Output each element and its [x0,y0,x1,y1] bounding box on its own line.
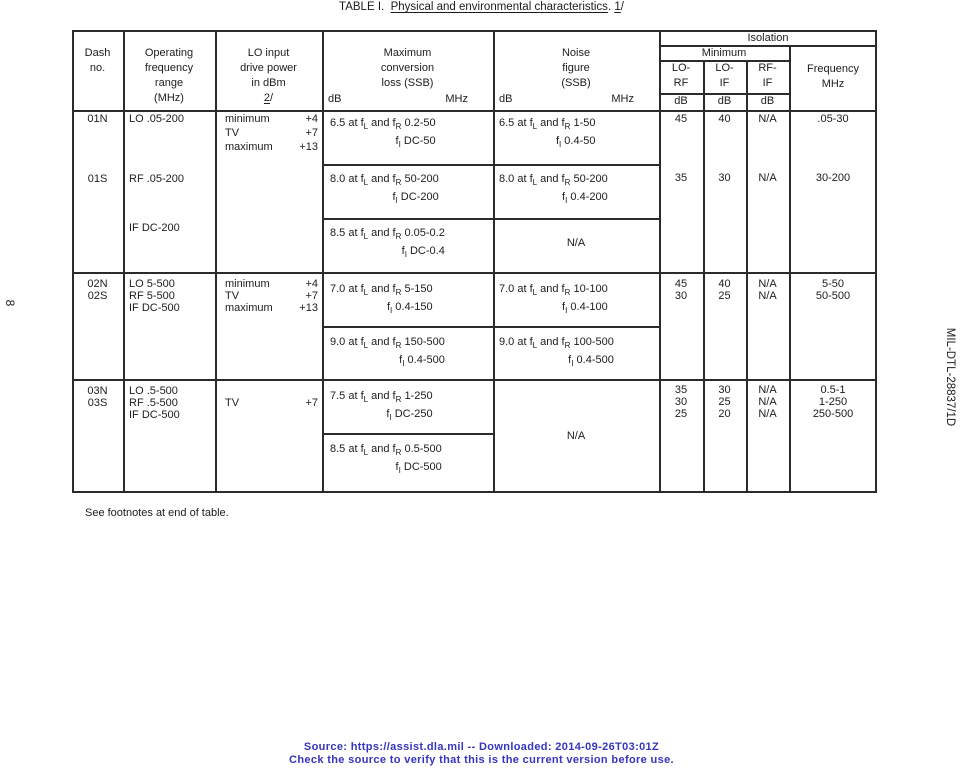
isolation-row: 25 20 N/A 250-500 [674,408,854,420]
header-lo-input: LO input drive power in dBm 2/ [215,46,322,106]
header-noise-units [493,92,659,107]
header-db-lo-if: dB [717,95,732,107]
header-lo-footnote: 2/ [263,92,274,104]
noise-figure-value: 6.5 at $f_L$ and $f_R$ 1-50 $f_I$ 0.4-50 [499,117,596,150]
title-prefix: TABLE I. [339,1,391,13]
unit-db: dB [499,93,513,105]
lo-drive-power: minimum +4 TV +7 maximum +13 [225,278,318,314]
conversion-loss-value: 9.0 at $f_L$ and $f_R$ 150-500 $f_I$ 0.4-500 [330,336,445,369]
isolation-row: 30 25 N/A 50-500 [674,290,851,302]
header-operating-frequency: Operating frequency range (MHz) [144,47,194,104]
header-lo-if: LO- IF [715,62,734,89]
isolation-row: 35 30 N/A 30-200 [674,172,851,184]
dash-no: 01S [87,173,108,185]
table-border-bottom [72,491,877,493]
page-number: 8 [3,299,17,307]
operating-range: LO 5-500 RF 5-500 IF DC-500 [129,278,180,314]
header-noise-figure: Noise figure (SSB) [561,47,591,89]
grid-line [322,218,659,220]
header-db-lo-rf: dB [674,95,688,107]
isolation-row: 45 40 N/A 5-50 [674,278,845,290]
dash-no: 03N 03S [87,385,108,409]
operating-range: RF .05-200 [129,173,185,185]
unit-mhz: MHz [611,93,634,105]
isolation-row: 30 25 N/A 1-250 [674,396,848,408]
lo-drive-power: TV +7 [225,397,318,409]
dash-no: 02N 02S [87,278,108,302]
grid-line [322,164,659,166]
unit-db: dB [328,93,342,105]
grid-line [322,326,659,328]
header-conversion-units [322,92,493,107]
header-isolation: Isolation [747,32,789,44]
conversion-loss-value: 8.5 at $f_L$ and $f_R$ 0.5-500 $f_I$ DC-500 [330,443,442,476]
conversion-loss-value: 6.5 at $f_L$ and $f_R$ 0.2-50 $f_I$ DC-50 [330,117,436,150]
operating-range: LO .5-500 RF .5-500 IF DC-500 [129,385,180,421]
source-line-1: Source: https://assist.dla.mil -- Downloaded: 2014-09-26T03:01Z [303,741,660,753]
header-minimum: Minimum [701,47,747,59]
operating-range: IF DC-200 [129,222,180,234]
noise-figure-value: 7.0 at $f_L$ and $f_R$ 10-100 $f_I$ 0.4-100 [499,283,608,316]
document-number: MIL-DTL-28837/1D [944,327,956,427]
header-dash-no: Dash no. [84,47,111,74]
table-border-left [72,30,74,493]
page-title [0,1,963,13]
header-db-rf-if: dB [760,95,775,107]
header-lo-rf: LO- RF [671,62,691,89]
isolation-row: 45 40 N/A .05-30 [674,113,849,125]
title-caption: Physical and environmental characteristics [390,1,608,13]
operating-range: LO .05-200 [129,113,185,125]
conversion-loss-value: 7.0 at $f_L$ and $f_R$ 5-150 $f_I$ 0.4-150 [330,283,433,316]
title-footnote-ref: 1 [614,1,621,13]
unit-mhz: MHz [445,93,468,105]
title-period: . [607,1,615,13]
conversion-loss-value: 8.5 at $f_L$ and $f_R$ 0.05-0.2 $f_I$ DC-0.4 [330,227,445,260]
noise-figure-na: N/A [566,237,586,249]
header-frequency: Frequency MHz [807,63,859,90]
isolation-row: 35 30 N/A 0.5-1 [674,384,846,396]
conversion-loss-value: 7.5 at $f_L$ and $f_R$ 1-250 $f_I$ DC-250 [330,390,433,423]
header-conversion-loss: Maximum conversion loss (SSB) [380,47,435,89]
characteristics-table [72,30,877,493]
noise-figure-value: 9.0 at $f_L$ and $f_R$ 100-500 $f_I$ 0.4-500 [499,336,614,369]
title-slash: / [620,1,624,13]
header-bottom-line [72,110,877,112]
lo-drive-power: minimum +4 TV +7 maximum +13 [225,113,318,153]
grid-line [322,433,493,435]
footnote-text: See footnotes at end of table. [85,507,229,519]
header-rf-if: RF- IF [758,62,777,89]
noise-figure-value: 8.0 at $f_L$ and $f_R$ 50-200 $f_I$ 0.4-200 [499,173,608,206]
source-line-2: Check the source to verify that this is the current version before use. [289,754,674,766]
conversion-loss-value: 8.0 at $f_L$ and $f_R$ 50-200 $f_I$ DC-200 [330,173,439,206]
noise-figure-na: N/A [566,430,586,442]
dash-no: 01N [87,113,108,125]
block-separator-line [72,379,877,381]
block-separator-line [72,272,877,274]
table-border-right [875,30,877,493]
